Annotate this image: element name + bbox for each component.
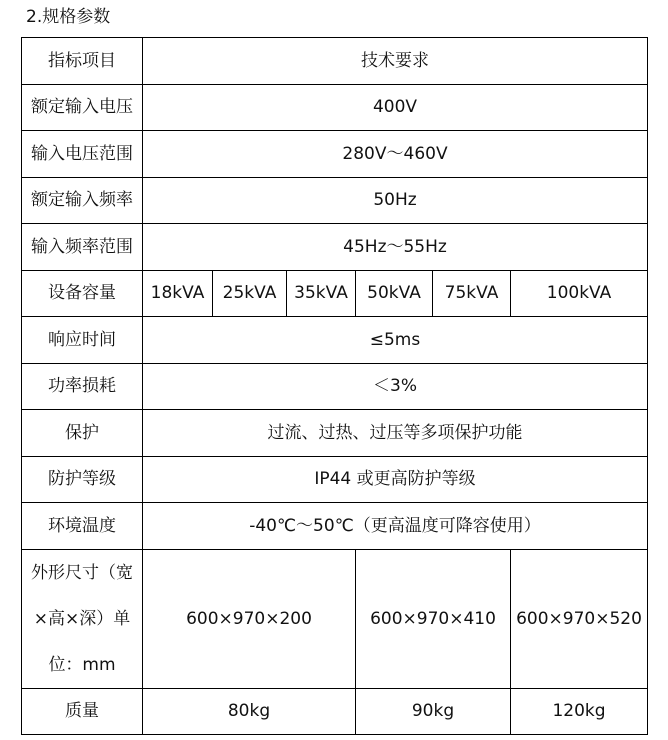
row-label: 环境温度 [22, 503, 143, 550]
row-value: IP44 或更高防护等级 [143, 456, 648, 503]
table-row [22, 317, 648, 364]
dimension-cell: 600×970×520 [511, 549, 648, 688]
row-value: -40℃～50℃（更高温度可降容使用） [143, 503, 648, 550]
dimension-cell: 600×970×410 [356, 549, 511, 688]
row-value: 400V [143, 84, 648, 131]
table-row [22, 410, 648, 457]
weight-cell: 80kg [143, 688, 356, 735]
row-label: 保护 [22, 410, 143, 457]
header-value-cell: 技术要求 [143, 38, 648, 85]
row-value: 45Hz～55Hz [143, 224, 648, 271]
capacity-row [22, 270, 648, 317]
dimensions-row [22, 549, 648, 688]
dimension-cell: 600×970×200 [143, 549, 356, 688]
capacity-cell: 18kVA [143, 270, 213, 317]
capacity-cell: 100kVA [511, 270, 648, 317]
row-value: 过流、过热、过压等多项保护功能 [143, 410, 648, 457]
row-label: 设备容量 [22, 270, 143, 317]
section-heading: 2.规格参数 [26, 7, 111, 27]
capacity-cell: 35kVA [287, 270, 356, 317]
row-value: ≤5ms [143, 317, 648, 364]
capacity-cell: 75kVA [433, 270, 511, 317]
table-row [22, 177, 648, 224]
capacity-cell: 25kVA [213, 270, 287, 317]
row-value: 50Hz [143, 177, 648, 224]
weight-cell: 90kg [356, 688, 511, 735]
table-header-row [22, 38, 648, 85]
row-label: 质量 [22, 688, 143, 735]
row-label: 输入电压范围 [22, 131, 143, 178]
table-row [22, 363, 648, 410]
spec-table [21, 37, 648, 735]
table-row [22, 84, 648, 131]
table-row [22, 456, 648, 503]
row-label: 功率损耗 [22, 363, 143, 410]
weight-row [22, 688, 648, 735]
table-row [22, 131, 648, 178]
weight-cell: 120kg [511, 688, 648, 735]
row-label: 额定输入频率 [22, 177, 143, 224]
table-row [22, 503, 648, 550]
row-label: 防护等级 [22, 456, 143, 503]
capacity-cell: 50kVA [356, 270, 433, 317]
row-label: 输入频率范围 [22, 224, 143, 271]
row-label: 外形尺寸（宽×高×深）单位：mm [22, 549, 143, 688]
row-label: 额定输入电压 [22, 84, 143, 131]
row-value: ＜3% [143, 363, 648, 410]
header-label-cell: 指标项目 [22, 38, 143, 85]
table-row [22, 224, 648, 271]
row-value: 280V～460V [143, 131, 648, 178]
row-label: 响应时间 [22, 317, 143, 364]
